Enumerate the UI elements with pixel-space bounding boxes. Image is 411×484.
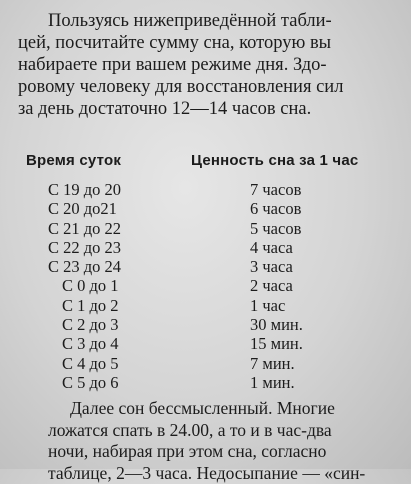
time-cell: С 22 до 23 [48,238,121,257]
table-header-value: Ценность сна за 1 час [191,152,358,169]
outro-line: ночи, набирая при этом сна, согласно [48,441,394,463]
value-cell: 15 мин. [250,334,303,353]
intro-line: за день достаточно 12—14 часов сна. [18,98,396,120]
table-row [0,257,411,276]
table-row [0,296,411,315]
table-row [0,334,411,353]
time-cell: С 19 до 20 [48,180,121,199]
value-cell: 2 часа [250,276,293,295]
table-header-time: Время суток [26,152,121,169]
table-row [0,199,411,218]
intro-line: ровому человеку для восстановления сил [18,76,396,98]
intro-line: цей, посчитайте сумму сна, которую вы [18,32,396,54]
intro-paragraph [18,10,396,120]
time-cell: С 4 до 5 [62,354,119,373]
time-cell: С 20 до21 [48,199,117,218]
time-cell: С 1 до 2 [62,296,119,315]
value-cell: 7 мин. [250,354,295,373]
sleep-value-table [0,180,411,392]
value-cell: 7 часов [250,180,301,199]
table-row [0,373,411,392]
intro-line: набираете при вашем режиме дня. Здо- [18,54,396,76]
intro-line: Пользуясь нижеприведённой табли- [18,10,396,32]
outro-paragraph [48,398,394,484]
value-cell: 6 часов [250,199,301,218]
outro-line: ложатся спать в 24.00, а то и в час-два [48,420,394,442]
table-row [0,238,411,257]
value-cell: 3 часа [250,257,293,276]
outro-line: Далее сон бессмысленный. Многие [48,398,394,420]
value-cell: 1 мин. [250,373,295,392]
time-cell: С 5 до 6 [62,373,119,392]
value-cell: 30 мин. [250,315,303,334]
time-cell: С 0 до 1 [62,276,119,295]
value-cell: 1 час [250,296,285,315]
time-cell: С 21 до 22 [48,219,121,238]
outro-line: таблице, 2—3 часа. Недосыпание — «син- [48,463,394,484]
time-cell: С 3 до 4 [62,334,119,353]
table-row [0,276,411,295]
value-cell: 4 часа [250,238,293,257]
table-row [0,315,411,334]
table-row [0,354,411,373]
value-cell: 5 часов [250,219,301,238]
table-row [0,180,411,199]
time-cell: С 23 до 24 [48,257,121,276]
time-cell: С 2 до 3 [62,315,119,334]
table-row [0,219,411,238]
